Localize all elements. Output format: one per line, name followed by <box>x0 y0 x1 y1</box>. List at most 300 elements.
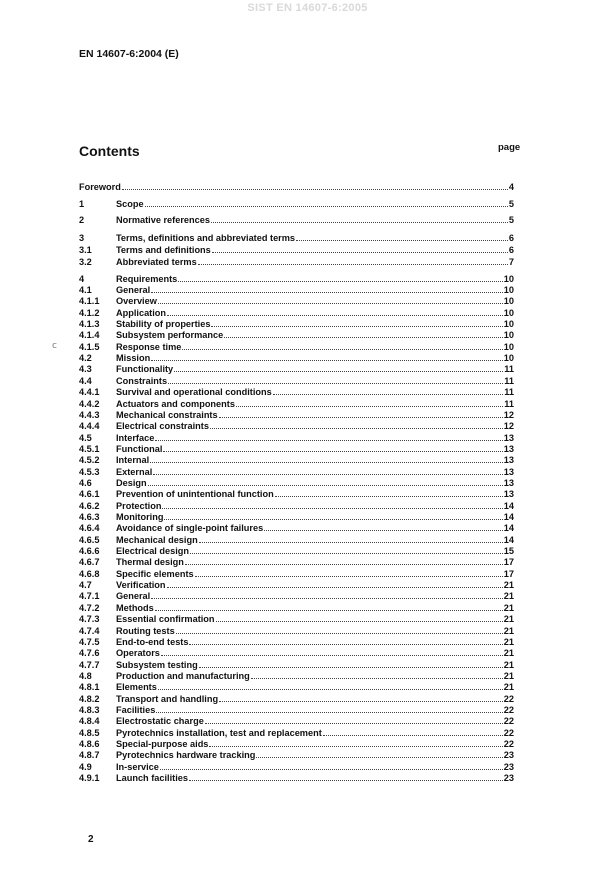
toc-entry-title: Design <box>116 477 147 488</box>
toc-entry-number: 4.3 <box>79 364 92 375</box>
toc-entry-body <box>116 454 514 466</box>
toc-entry-page: 12 <box>503 409 514 420</box>
document-id: EN 14607-6:2004 (E) <box>79 48 179 60</box>
toc-entry-number: 4.7.3 <box>79 614 100 625</box>
toc-entry-body <box>79 181 514 193</box>
toc-entry-number: 4.1.2 <box>79 307 100 318</box>
toc-entry-body <box>116 761 514 773</box>
toc-entry[interactable] <box>79 738 514 750</box>
toc-entry-page: 13 <box>503 466 514 477</box>
page-column-label: page <box>498 142 521 153</box>
toc-entry-title: Subsystem testing <box>116 659 198 670</box>
toc-entry-title: Functional <box>116 443 163 454</box>
toc-entry[interactable] <box>79 214 514 226</box>
toc-entry-page: 22 <box>503 693 514 704</box>
toc-entry-body <box>116 738 514 750</box>
toc-entry-page: 7 <box>508 257 514 267</box>
toc-entry-title: External <box>116 466 153 477</box>
toc-dot-leader <box>251 671 503 679</box>
toc-entry-body <box>116 556 514 568</box>
toc-entry-number: 4.6 <box>79 477 92 488</box>
toc-entry-title: Mechanical constraints <box>116 409 218 420</box>
toc-entry[interactable] <box>79 420 514 432</box>
toc-entry-page: 22 <box>503 704 514 715</box>
toc-entry-body <box>116 772 514 784</box>
toc-dot-leader <box>273 387 504 395</box>
toc-entry-body <box>116 375 514 387</box>
toc-entry[interactable] <box>79 636 514 648</box>
toc-entry-number: 4.8.3 <box>79 704 100 715</box>
toc-entry[interactable] <box>79 579 514 591</box>
toc-entry-title: Prevention of unintentional function <box>116 489 274 500</box>
toc-entry-body <box>116 613 514 625</box>
toc-dot-leader <box>199 535 503 543</box>
toc-entry-body <box>116 443 514 455</box>
toc-entry-body <box>116 363 514 375</box>
toc-entry-body <box>116 214 514 226</box>
toc-dot-leader <box>211 215 508 223</box>
toc-entry-title: Abbreviated terms <box>116 257 197 267</box>
toc-entry-title: General <box>116 591 151 602</box>
toc-entry-page: 14 <box>503 523 514 534</box>
toc-entry[interactable] <box>79 232 514 244</box>
toc-entry-number: 4.7 <box>79 580 92 591</box>
toc-entry-page: 12 <box>503 421 514 432</box>
toc-entry[interactable] <box>79 398 514 410</box>
toc-entry-number: 4.4 <box>79 375 92 386</box>
toc-entry[interactable] <box>79 363 514 375</box>
toc-entry-page: 11 <box>504 375 514 386</box>
toc-entry-title: Normative references <box>116 215 210 225</box>
toc-dot-leader <box>182 342 502 350</box>
toc-entry[interactable] <box>79 772 514 784</box>
toc-dot-leader <box>164 512 502 520</box>
toc-entry-title: Verification <box>116 580 166 591</box>
toc-entry-page: 5 <box>508 215 514 225</box>
toc-entry-number: 4.7.2 <box>79 602 100 613</box>
toc-entry-number: 4.4.1 <box>79 387 100 398</box>
toc-entry-body <box>116 625 514 637</box>
contents-heading: Contents <box>79 143 140 159</box>
toc-entry[interactable] <box>79 602 514 614</box>
toc-entry-body <box>116 511 514 523</box>
toc-entry-number: 4.7.1 <box>79 591 100 602</box>
toc-entry-body <box>116 749 514 761</box>
toc-entry-number: 4.5.1 <box>79 443 100 454</box>
toc-entry[interactable] <box>79 556 514 568</box>
toc-dot-leader <box>122 182 508 190</box>
toc-entry[interactable] <box>79 198 514 210</box>
toc-entry-body <box>116 477 514 489</box>
toc-entry[interactable] <box>79 693 514 705</box>
toc-entry[interactable] <box>79 659 514 671</box>
toc-entry[interactable] <box>79 454 514 466</box>
toc-entry-page: 17 <box>503 568 514 579</box>
toc-entry-number: 4.7.7 <box>79 659 100 670</box>
toc-dot-leader <box>151 591 503 599</box>
toc-entry[interactable] <box>79 704 514 716</box>
toc-entry-page: 21 <box>503 591 514 602</box>
toc-entry-body <box>116 670 514 682</box>
toc-entry[interactable] <box>79 511 514 523</box>
toc-entry-title: Electrostatic charge <box>116 716 204 727</box>
toc-entry-body <box>116 329 514 341</box>
toc-entry-title: Production and manufacturing <box>116 670 250 681</box>
toc-dot-leader <box>163 444 502 452</box>
toc-dot-leader <box>151 353 503 361</box>
toc-entry-page: 21 <box>503 659 514 670</box>
toc-entry-body <box>116 602 514 614</box>
toc-entry-number: 4.6.7 <box>79 557 100 568</box>
toc-dot-leader <box>236 399 503 407</box>
toc-dot-leader <box>224 330 503 338</box>
toc-entry-title: Terms, definitions and abbreviated terms <box>116 233 296 243</box>
toc-entry-number: 4.1.4 <box>79 330 100 341</box>
toc-entry-title: Transport and handling <box>116 693 219 704</box>
toc-entry-page: 10 <box>503 296 514 307</box>
toc-dot-leader <box>195 569 503 577</box>
toc-entry-title: Special-purpose aids <box>116 739 209 749</box>
margin-mark: ⅽ <box>52 340 57 350</box>
toc-entry-page: 21 <box>503 636 514 647</box>
toc-entry[interactable] <box>79 244 514 256</box>
toc-entry-number: 4.4.3 <box>79 409 100 420</box>
toc-dot-leader <box>167 580 503 588</box>
toc-entry-number: 3.1 <box>79 245 92 255</box>
toc-dot-leader <box>155 433 502 441</box>
toc-entry-body <box>116 341 514 353</box>
toc-entry-page: 6 <box>508 245 514 255</box>
toc-entry-page: 13 <box>503 489 514 500</box>
toc-entry[interactable] <box>79 715 514 727</box>
toc-dot-leader <box>190 546 503 554</box>
toc-entry-number: 4.7.5 <box>79 636 100 647</box>
toc-entry-title: Response time <box>116 341 182 352</box>
toc-entry[interactable] <box>79 352 514 364</box>
toc-entry-number: 4.2 <box>79 353 92 364</box>
toc-entry-body <box>116 466 514 478</box>
toc-entry-page: 14 <box>503 512 514 522</box>
toc-entry[interactable] <box>79 613 514 625</box>
toc-entry-title: Internal <box>116 455 150 466</box>
toc-dot-leader <box>212 245 508 253</box>
toc-entry-body <box>116 398 514 410</box>
toc-entry[interactable] <box>79 443 514 455</box>
toc-entry-number: 4.6.3 <box>79 512 100 522</box>
toc-dot-leader <box>178 274 502 282</box>
toc-entry[interactable] <box>79 670 514 682</box>
toc-entry-title: Mechanical design <box>116 534 198 545</box>
toc-dot-leader <box>189 637 502 645</box>
toc-entry-page: 13 <box>503 477 514 488</box>
toc-entry[interactable] <box>79 466 514 478</box>
toc-entry[interactable] <box>79 590 514 602</box>
toc-entry-number: 4.6.4 <box>79 523 100 534</box>
toc-entry-page: 10 <box>503 319 514 330</box>
toc-entry-body <box>116 244 514 256</box>
toc-entry[interactable] <box>79 488 514 500</box>
toc-entry-body <box>116 715 514 727</box>
toc-entry[interactable] <box>79 500 514 512</box>
toc-entry-body <box>116 647 514 659</box>
toc-entry-page: 13 <box>503 443 514 454</box>
toc-entry-title: General <box>116 285 151 295</box>
toc-dot-leader <box>160 762 503 770</box>
toc-dot-leader <box>210 421 503 429</box>
toc-entry-page: 21 <box>503 682 514 693</box>
toc-entry[interactable] <box>79 647 514 659</box>
toc-entry-body <box>116 704 514 716</box>
toc-entry-page: 11 <box>504 398 514 409</box>
toc-entry-title: Operators <box>116 648 160 659</box>
toc-entry[interactable] <box>79 307 514 319</box>
toc-entry-body <box>116 420 514 432</box>
toc-entry-title: Essential confirmation <box>116 614 215 625</box>
toc-entry-number: 4.1.5 <box>79 341 100 352</box>
toc-entry[interactable] <box>79 375 514 387</box>
toc-dot-leader <box>189 773 503 781</box>
toc-entry-number: 4.4.4 <box>79 421 100 432</box>
toc-entry-number: 4.7.6 <box>79 648 100 659</box>
toc-entry-page: 23 <box>503 773 514 784</box>
toc-entry-number: 4.6.6 <box>79 546 100 557</box>
toc-entry-title: End-to-end tests <box>116 636 189 647</box>
toc-entry-body <box>116 409 514 421</box>
toc-dot-leader <box>151 285 503 293</box>
toc-entry-title: Constraints <box>116 375 168 386</box>
toc-dot-leader <box>296 233 508 241</box>
toc-entry-title: Functionality <box>116 364 174 375</box>
toc-entry-body <box>116 307 514 319</box>
toc-entry-number: 4.5.3 <box>79 466 100 477</box>
toc-entry-title: Interface <box>116 432 155 443</box>
toc-entry[interactable] <box>79 522 514 534</box>
toc-entry-body <box>116 727 514 739</box>
toc-entry-page: 22 <box>503 739 514 749</box>
toc-entry-number: 4.9 <box>79 761 92 772</box>
toc-dot-leader <box>145 199 508 207</box>
toc-dot-leader <box>216 614 503 622</box>
toc-entry[interactable] <box>79 409 514 421</box>
toc-entry-title: Scope <box>116 199 144 209</box>
toc-entry-title: Facilities <box>116 704 156 715</box>
toc-entry-title: Protection <box>116 500 162 511</box>
toc-entry-title: Pyrotechnics installation, test and replacement <box>116 727 322 738</box>
toc-dot-leader <box>219 410 503 418</box>
toc-dot-leader <box>176 626 503 634</box>
toc-dot-leader <box>256 750 502 758</box>
toc-entry[interactable] <box>79 534 514 546</box>
toc-entry-page: 23 <box>503 761 514 772</box>
toc-entry-title: Monitoring <box>116 512 164 522</box>
toc-entry[interactable] <box>79 256 514 268</box>
toc-entry-body <box>116 693 514 705</box>
toc-entry-title: Pyrotechnics hardware tracking <box>116 750 256 761</box>
toc-entry-page: 10 <box>503 274 514 284</box>
toc-entry[interactable] <box>79 329 514 341</box>
toc-entry-body <box>116 659 514 671</box>
toc-entry-title: Specific elements <box>116 568 194 579</box>
toc-entry-page: 22 <box>503 716 514 727</box>
toc-entry-body <box>116 568 514 580</box>
toc-entry-title: Routing tests <box>116 625 175 636</box>
toc-dot-leader <box>162 501 502 509</box>
toc-entry-page: 11 <box>504 364 514 375</box>
toc-entry-page: 10 <box>503 353 514 364</box>
toc-entry-title: Launch facilities <box>116 773 188 784</box>
toc-entry[interactable] <box>79 181 514 193</box>
toc-entry-body <box>116 545 514 557</box>
toc-entry-title: Thermal design <box>116 557 184 568</box>
toc-entry-number: 3.2 <box>79 257 92 267</box>
toc-entry-page: 13 <box>503 432 514 443</box>
toc-entry[interactable] <box>79 761 514 773</box>
toc-entry-page: 5 <box>508 199 514 209</box>
toc-entry-number: 4.8.7 <box>79 750 100 761</box>
toc-entry[interactable] <box>79 386 514 398</box>
toc-entry-body <box>116 232 514 244</box>
toc-entry-body <box>116 534 514 546</box>
toc-dot-leader <box>199 660 503 668</box>
toc-entry-page: 22 <box>503 727 514 738</box>
toc-entry-page: 21 <box>503 602 514 613</box>
toc-entry-number: 4.6.5 <box>79 534 100 545</box>
toc-entry-title: Terms and definitions <box>116 245 211 255</box>
toc-entry-number: 4.6.1 <box>79 489 100 500</box>
toc-entry-number: 4.1.1 <box>79 296 100 307</box>
toc-entry-title: Foreword <box>79 182 121 192</box>
toc-entry-body <box>116 432 514 444</box>
toc-entry-number: 4.8 <box>79 670 92 681</box>
toc-entry-number: 4.7.4 <box>79 625 100 636</box>
toc-entry[interactable] <box>79 545 514 557</box>
toc-entry-number: 3 <box>79 233 85 243</box>
toc-entry-body <box>116 500 514 512</box>
toc-dot-leader <box>153 467 503 475</box>
toc-entry-body <box>116 256 514 268</box>
toc-entry-page: 15 <box>503 546 514 557</box>
toc-entry-title: Overview <box>116 296 157 307</box>
toc-entry-page: 21 <box>503 670 514 681</box>
toc-entry-page: 21 <box>503 648 514 659</box>
toc-entry-title: Stability of properties <box>116 319 211 330</box>
toc-entry-page: 6 <box>508 233 514 243</box>
toc-entry-title: Application <box>116 307 167 318</box>
toc-entry[interactable] <box>79 477 514 489</box>
toc-entry-title: Electrical constraints <box>116 421 209 432</box>
toc-entry-number: 4 <box>79 274 85 284</box>
toc-dot-leader <box>198 257 508 265</box>
toc-dot-leader <box>205 716 503 724</box>
toc-dot-leader <box>156 705 502 713</box>
toc-entry-body <box>116 636 514 648</box>
toc-entry-number: 4.1 <box>79 285 92 295</box>
toc-entry-number: 4.8.4 <box>79 716 100 727</box>
toc-entry-page: 21 <box>503 625 514 636</box>
toc-entry-body <box>116 318 514 330</box>
toc-entry-page: 14 <box>503 500 514 511</box>
toc-dot-leader <box>150 455 503 463</box>
toc-entry-body <box>116 295 514 307</box>
toc-entry-body <box>116 352 514 364</box>
toc-entry-page: 14 <box>503 534 514 545</box>
toc-entry-number: 4.6.8 <box>79 568 100 579</box>
toc-entry-title: Electrical design <box>116 546 190 557</box>
toc-entry-page: 10 <box>503 307 514 318</box>
toc-entry-number: 4.6.2 <box>79 500 100 511</box>
toc-entry-page: 13 <box>503 455 514 466</box>
toc-dot-leader <box>168 376 503 384</box>
toc-entry-number: 1 <box>79 199 85 209</box>
toc-entry[interactable] <box>79 284 514 296</box>
toc-entry-page: 11 <box>504 387 514 398</box>
toc-entry[interactable] <box>79 318 514 330</box>
toc-entry-page: 21 <box>503 580 514 591</box>
toc-entry-page: 23 <box>503 750 514 761</box>
toc-entry-body <box>116 284 514 296</box>
toc-entry-number: 2 <box>79 215 85 225</box>
toc-entry[interactable] <box>79 625 514 637</box>
toc-dot-leader <box>219 694 503 702</box>
toc-entry-page: 4 <box>508 182 514 192</box>
toc-dot-leader <box>174 364 503 372</box>
toc-entry-number: 4.8.5 <box>79 727 100 738</box>
toc-dot-leader <box>167 308 503 316</box>
toc-entry-title: In-service <box>116 761 159 772</box>
toc-dot-leader <box>158 296 503 304</box>
toc-entry[interactable] <box>79 749 514 761</box>
toc-entry-title: Avoidance of single-point failures <box>116 523 264 534</box>
toc-entry-title: Survival and operational conditions <box>116 387 272 398</box>
toc-entry-title: Elements <box>116 682 157 693</box>
toc-entry-number: 4.8.6 <box>79 739 100 749</box>
toc-dot-leader <box>148 478 503 486</box>
toc-entry[interactable] <box>79 295 514 307</box>
toc-entry-title: Methods <box>116 602 154 613</box>
toc-entry[interactable] <box>79 432 514 444</box>
toc-dot-leader <box>211 319 502 327</box>
toc-entry-page: 17 <box>503 557 514 568</box>
toc-dot-leader <box>275 489 503 497</box>
toc-entry[interactable] <box>79 727 514 739</box>
toc-dot-leader <box>155 603 503 611</box>
toc-dot-leader <box>264 523 503 531</box>
toc-entry-page: 21 <box>503 614 514 625</box>
toc-entry-body <box>116 488 514 500</box>
toc-entry-body <box>116 386 514 398</box>
toc-entry[interactable] <box>79 568 514 580</box>
toc-entry[interactable] <box>79 341 514 353</box>
toc-entry-title: Subsystem performance <box>116 330 224 341</box>
toc-entry-number: 4.9.1 <box>79 773 100 784</box>
toc-entry-body <box>116 681 514 693</box>
toc-dot-leader <box>323 728 503 736</box>
toc-dot-leader <box>185 557 503 565</box>
toc-entry-number: 4.5.2 <box>79 455 100 466</box>
toc-entry-page: 10 <box>503 330 514 341</box>
watermark: SIST EN 14607-6:2005 <box>247 2 368 14</box>
toc-dot-leader <box>158 682 503 690</box>
toc-entry-title: Requirements <box>116 274 178 284</box>
toc-entry-title: Mission <box>116 353 151 364</box>
toc-entry-number: 4.4.2 <box>79 398 100 409</box>
toc-entry-number: 4.1.3 <box>79 319 100 330</box>
toc-entry-number: 4.8.2 <box>79 693 100 704</box>
toc-entry-number: 4.8.1 <box>79 682 100 693</box>
toc-entry-body <box>116 579 514 591</box>
toc-entry[interactable] <box>79 681 514 693</box>
toc-entry-page: 10 <box>503 341 514 352</box>
